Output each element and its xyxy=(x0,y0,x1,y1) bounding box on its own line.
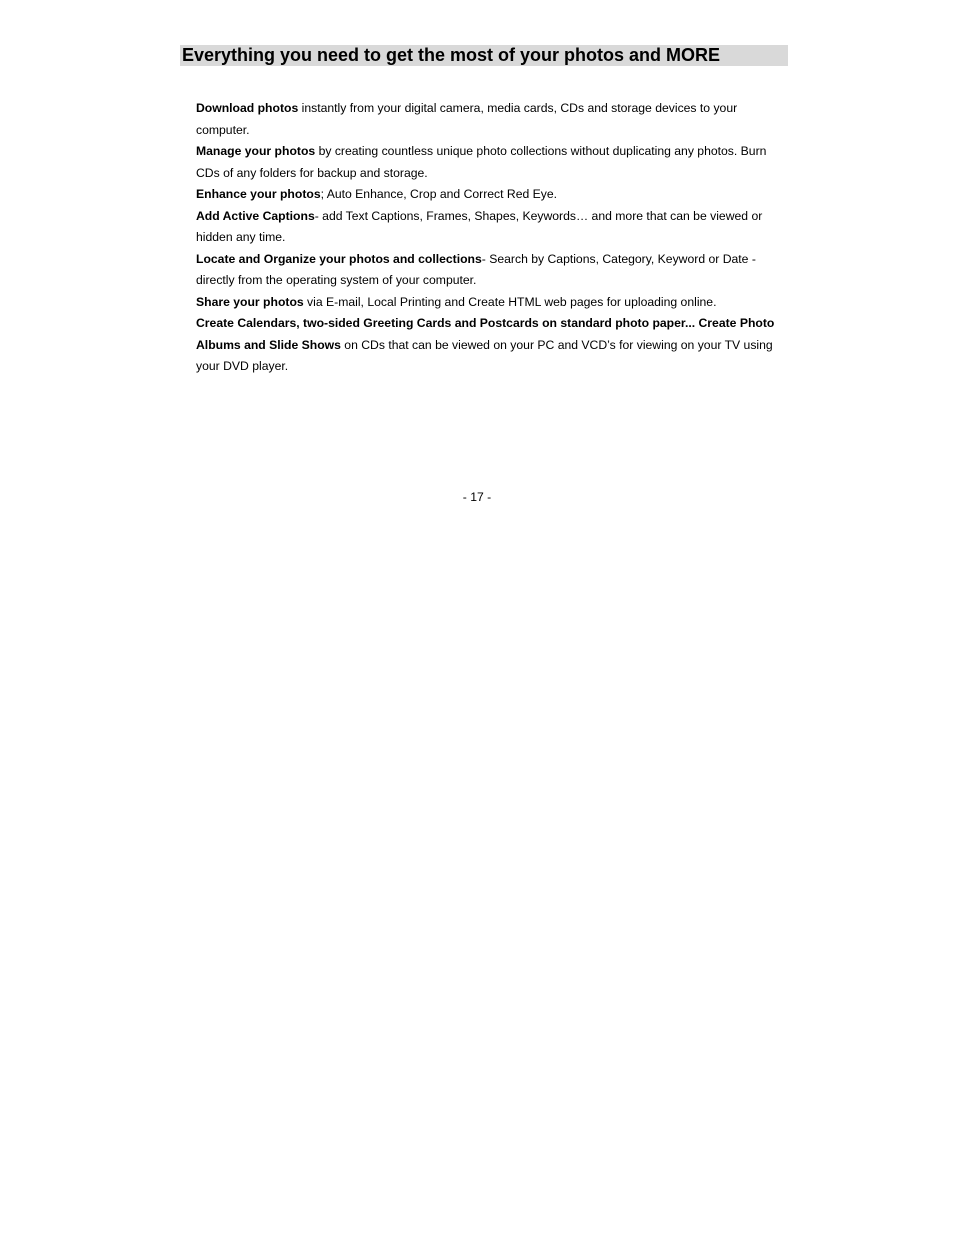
feature-title: Add Active Captions xyxy=(196,208,315,223)
feature-captions xyxy=(196,206,786,249)
section-heading: Everything you need to get the most of your photos and MORE xyxy=(182,45,721,65)
feature-locate xyxy=(196,249,786,292)
feature-description: by creating countless unique photo collections without duplicating any photos. Burn CDs of any folders for backup and storage. xyxy=(196,144,767,180)
feature-description: instantly from your digital camera, media cards, CDs and storage devices to your computer. xyxy=(196,101,738,137)
feature-description: on CDs that can be viewed on your PC and VCD’s for viewing on your TV using your DVD player. xyxy=(196,337,773,373)
feature-share xyxy=(196,292,786,314)
feature-description: ; Auto Enhance, Crop and Correct Red Eye. xyxy=(320,187,558,201)
page-number: - 17 - xyxy=(462,490,492,504)
feature-manage xyxy=(196,141,786,184)
feature-title: Download photos xyxy=(196,101,299,115)
feature-download xyxy=(196,98,786,141)
feature-create xyxy=(196,313,786,378)
feature-title: Locate and Organize your photos and collections xyxy=(196,251,482,266)
feature-title: Manage your photos xyxy=(196,144,316,158)
feature-description: via E-mail, Local Printing and Create HTML web pages for uploading online. xyxy=(303,294,717,309)
feature-enhance xyxy=(196,184,786,206)
feature-description: - Search by Captions, Category, Keyword or Date - directly from the operating system of your computer. xyxy=(196,251,756,287)
feature-list xyxy=(196,98,786,378)
feature-title: Enhance your photos xyxy=(196,187,321,201)
feature-description: - add Text Captions, Frames, Shapes, Keywords… and more that can be viewed or hidden any time. xyxy=(196,208,763,244)
feature-title: Share your photos xyxy=(196,294,304,309)
section-heading-bar xyxy=(180,45,788,66)
feature-title: Create Calendars, two-sided Greeting Cards and Postcards on standard photo paper... Create Photo Albums and Slide Shows xyxy=(196,316,775,352)
